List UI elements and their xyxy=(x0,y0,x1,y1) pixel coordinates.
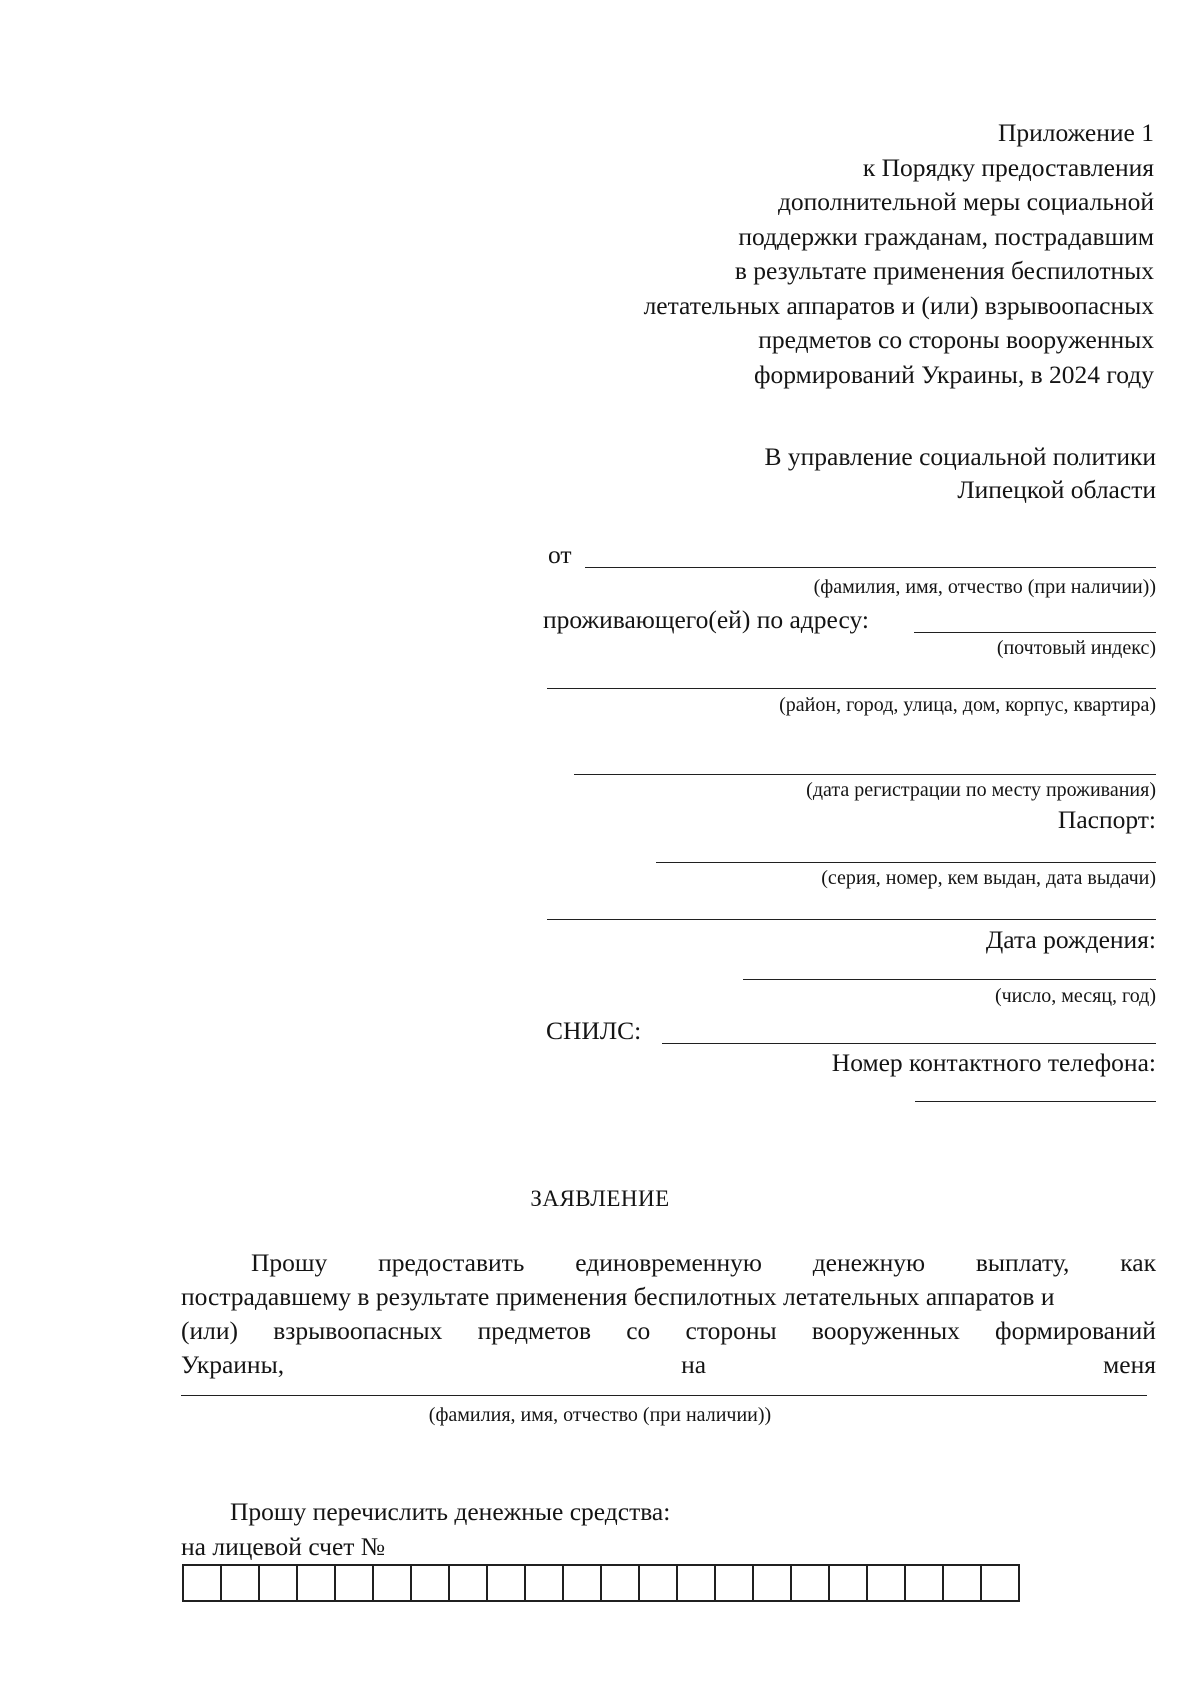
registration-date-caption: (дата регистрации по месту проживания) xyxy=(806,779,1156,801)
applicant-name-caption: (фамилия, имя, отчество (при наличии)) xyxy=(813,576,1156,598)
account-digit-cell[interactable] xyxy=(602,1566,640,1600)
account-digit-cell[interactable] xyxy=(298,1566,336,1600)
account-label: на лицевой счет № xyxy=(181,1532,386,1561)
account-digit-cell[interactable] xyxy=(906,1566,944,1600)
addressee-block xyxy=(764,440,1156,506)
account-digit-cell[interactable] xyxy=(222,1566,260,1600)
account-digit-cell[interactable] xyxy=(830,1566,868,1600)
passport-label: Паспорт: xyxy=(1057,805,1156,834)
word: Прошу xyxy=(251,1248,328,1277)
word: предоставить xyxy=(378,1248,525,1277)
birth-date-caption: (число, месяц, год) xyxy=(994,985,1156,1007)
address-label: проживающего(ей) по адресу: xyxy=(543,605,869,634)
recipient-name-field[interactable] xyxy=(181,1395,1147,1396)
appendix-line: Приложение 1 xyxy=(998,118,1154,147)
word: Украины, xyxy=(181,1350,285,1379)
addressee-line-1: В управление социальной политики xyxy=(764,442,1156,471)
account-digit-cell[interactable] xyxy=(184,1566,222,1600)
word: единовременную xyxy=(575,1248,762,1277)
word: (или) xyxy=(181,1316,239,1345)
account-digit-cell[interactable] xyxy=(260,1566,298,1600)
appendix-line: предметов со стороны вооруженных xyxy=(758,325,1154,354)
transfer-label: Прошу перечислить денежные средства: xyxy=(230,1497,671,1526)
statement-paragraph xyxy=(181,1246,1156,1382)
postcode-field[interactable] xyxy=(914,632,1156,633)
appendix-line: в результате применения беспилотных xyxy=(734,256,1154,285)
passport-field[interactable] xyxy=(656,862,1156,863)
appendix-line: дополнительной меры социальной xyxy=(777,187,1154,216)
account-digit-cell[interactable] xyxy=(982,1566,1020,1600)
snils-field[interactable] xyxy=(662,1043,1156,1044)
account-digit-cell[interactable] xyxy=(868,1566,906,1600)
appendix-header xyxy=(644,116,1154,392)
account-digit-cell[interactable] xyxy=(336,1566,374,1600)
appendix-line: поддержки гражданам, пострадавшим xyxy=(738,221,1154,251)
birth-date-field[interactable] xyxy=(743,979,1156,980)
recipient-name-caption: (фамилия, имя, отчество (при наличии)) xyxy=(428,1404,772,1426)
account-digit-cell[interactable] xyxy=(792,1566,830,1600)
word: стороны xyxy=(685,1316,777,1345)
statement-title: ЗАЯВЛЕНИЕ xyxy=(530,1186,670,1211)
appendix-line: формирований Украины, в 2024 году xyxy=(753,359,1154,389)
word: формирований xyxy=(995,1316,1156,1345)
statement-line-2: пострадавшему в результате применения беспилотных летательных аппаратов и xyxy=(181,1282,1055,1311)
word: на xyxy=(681,1350,707,1379)
address-caption: (район, город, улица, дом, корпус, квартира) xyxy=(779,694,1156,716)
address-field[interactable] xyxy=(547,688,1156,689)
account-number-cells[interactable] xyxy=(182,1564,1020,1602)
account-digit-cell[interactable] xyxy=(640,1566,678,1600)
word: со xyxy=(626,1316,651,1345)
word: выплату, xyxy=(975,1248,1070,1277)
passport-extra-field[interactable] xyxy=(547,919,1156,920)
word: вооруженных xyxy=(811,1316,960,1345)
statement-line-3 xyxy=(181,1314,1156,1348)
statement-line-4 xyxy=(181,1348,1156,1382)
phone-label: Номер контактного телефона: xyxy=(831,1048,1156,1077)
word: меня xyxy=(1103,1350,1156,1379)
birth-date-label: Дата рождения: xyxy=(985,925,1156,954)
statement-line-1 xyxy=(181,1246,1156,1280)
word: взрывоопасных xyxy=(273,1316,443,1345)
snils-label: СНИЛС: xyxy=(546,1016,642,1045)
account-digit-cell[interactable] xyxy=(412,1566,450,1600)
addressee-line-2: Липецкой области xyxy=(957,475,1156,504)
passport-caption: (серия, номер, кем выдан, дата выдачи) xyxy=(821,867,1156,889)
applicant-name-field[interactable] xyxy=(585,567,1156,568)
account-digit-cell[interactable] xyxy=(488,1566,526,1600)
account-digit-cell[interactable] xyxy=(716,1566,754,1600)
from-label: от xyxy=(548,540,572,569)
account-digit-cell[interactable] xyxy=(678,1566,716,1600)
phone-field[interactable] xyxy=(915,1101,1156,1102)
word: предметов xyxy=(477,1316,592,1345)
appendix-line: к Порядку предоставления xyxy=(862,152,1154,182)
registration-date-field[interactable] xyxy=(574,774,1156,775)
account-digit-cell[interactable] xyxy=(564,1566,602,1600)
account-digit-cell[interactable] xyxy=(526,1566,564,1600)
account-digit-cell[interactable] xyxy=(450,1566,488,1600)
postcode-caption: (почтовый индекс) xyxy=(996,637,1156,659)
appendix-line: летательных аппаратов и (или) взрывоопасных xyxy=(643,290,1154,320)
account-digit-cell[interactable] xyxy=(944,1566,982,1600)
word: денежную xyxy=(812,1248,926,1277)
word: как xyxy=(1120,1248,1156,1277)
account-digit-cell[interactable] xyxy=(374,1566,412,1600)
account-digit-cell[interactable] xyxy=(754,1566,792,1600)
